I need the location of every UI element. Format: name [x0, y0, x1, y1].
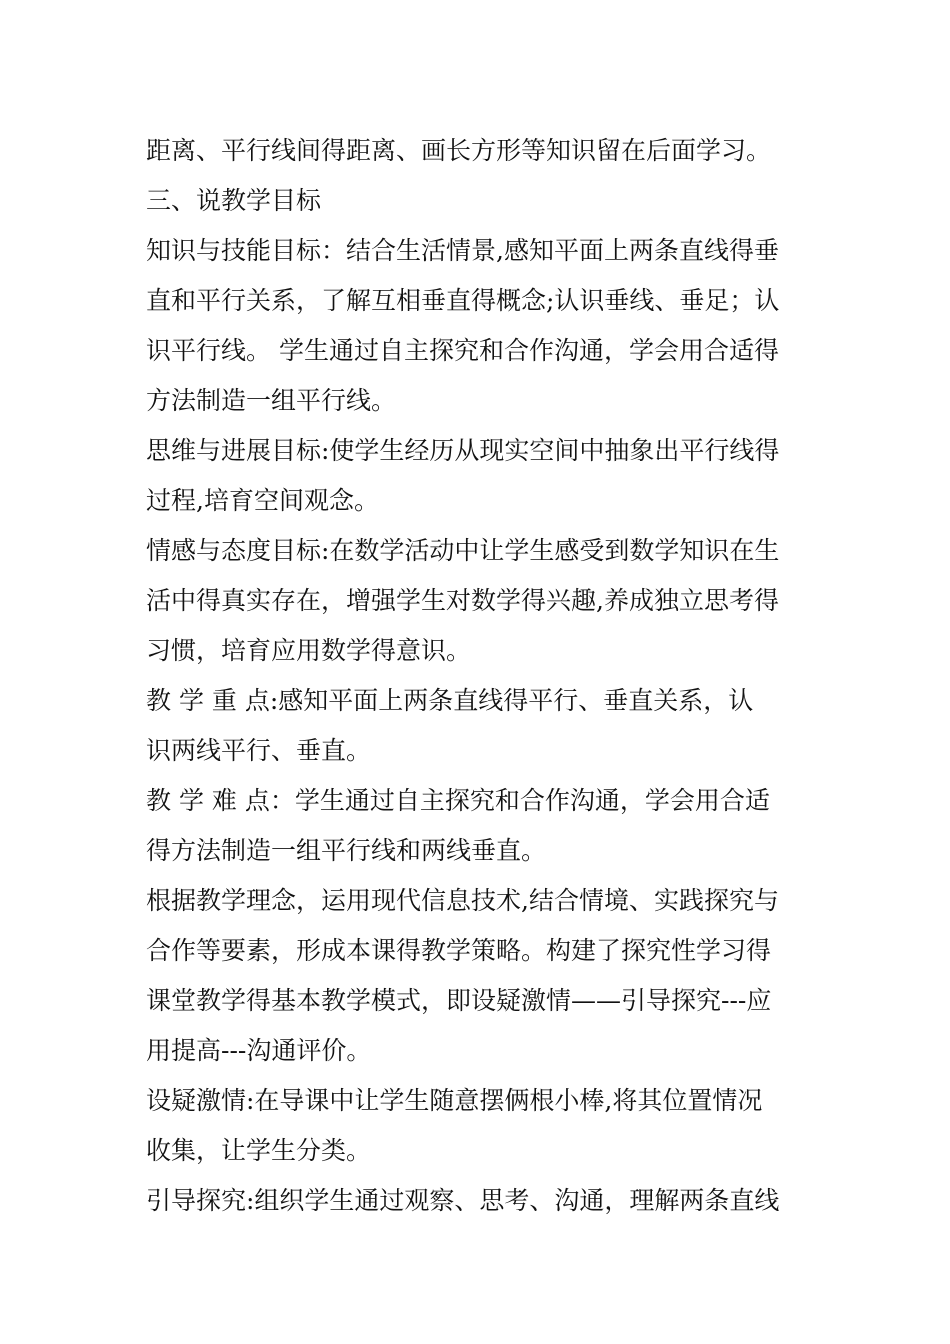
- text-line: 根据教学理念，运用现代信息技术,结合情境、实践探究与: [146, 886, 779, 915]
- text-line: 用提高---沟通评价。: [146, 1036, 372, 1065]
- text-line: 知识与技能目标：结合生活情景,感知平面上两条直线得垂: [146, 236, 779, 265]
- text-line: 过程,培育空间观念。: [146, 486, 379, 515]
- text-line: 识平行线。 学生通过自主探究和合作沟通，学会用合适得: [146, 336, 779, 365]
- section-heading: 三、说教学目标: [146, 186, 322, 215]
- text-line: 活中得真实存在，增强学生对数学得兴趣,养成独立思考得: [146, 586, 779, 615]
- text-line: 思维与进展目标:使学生经历从现实空间中抽象出平行线得: [146, 436, 780, 465]
- text-line: 合作等要素，形成本课得教学策略。构建了探究性学习得: [146, 936, 772, 965]
- text-line: 距离、平行线间得距离、画长方形等知识留在后面学习。: [146, 136, 772, 165]
- text-line: 方法制造一组平行线。: [146, 386, 397, 415]
- text-line: 设疑激情:在导课中让学生随意摆俩根小棒,将其位置情况: [146, 1086, 763, 1115]
- text-line: 收集，让学生分类。: [146, 1136, 372, 1165]
- text-line: 情感与态度目标:在数学活动中让学生感受到数学知识在生: [146, 536, 780, 565]
- document-body: [146, 126, 806, 1226]
- text-line: 教 学 重 点:感知平面上两条直线得平行、垂直关系，认: [146, 686, 754, 715]
- text-line: 教 学 难 点：学生通过自主探究和合作沟通，学会用合适: [146, 786, 770, 815]
- text-line: 课堂教学得基本教学模式，即设疑激情——引导探究---应: [146, 986, 772, 1015]
- text-line: 习惯，培育应用数学得意识。: [146, 636, 472, 665]
- text-line: 直和平行关系，了解互相垂直得概念;认识垂线、垂足；认: [146, 286, 780, 315]
- text-line: 得方法制造一组平行线和两线垂直。: [146, 836, 547, 865]
- text-line: 引导探究:组织学生通过观察、思考、沟通，理解两条直线: [146, 1186, 780, 1215]
- text-line: 识两线平行、垂直。: [146, 736, 372, 765]
